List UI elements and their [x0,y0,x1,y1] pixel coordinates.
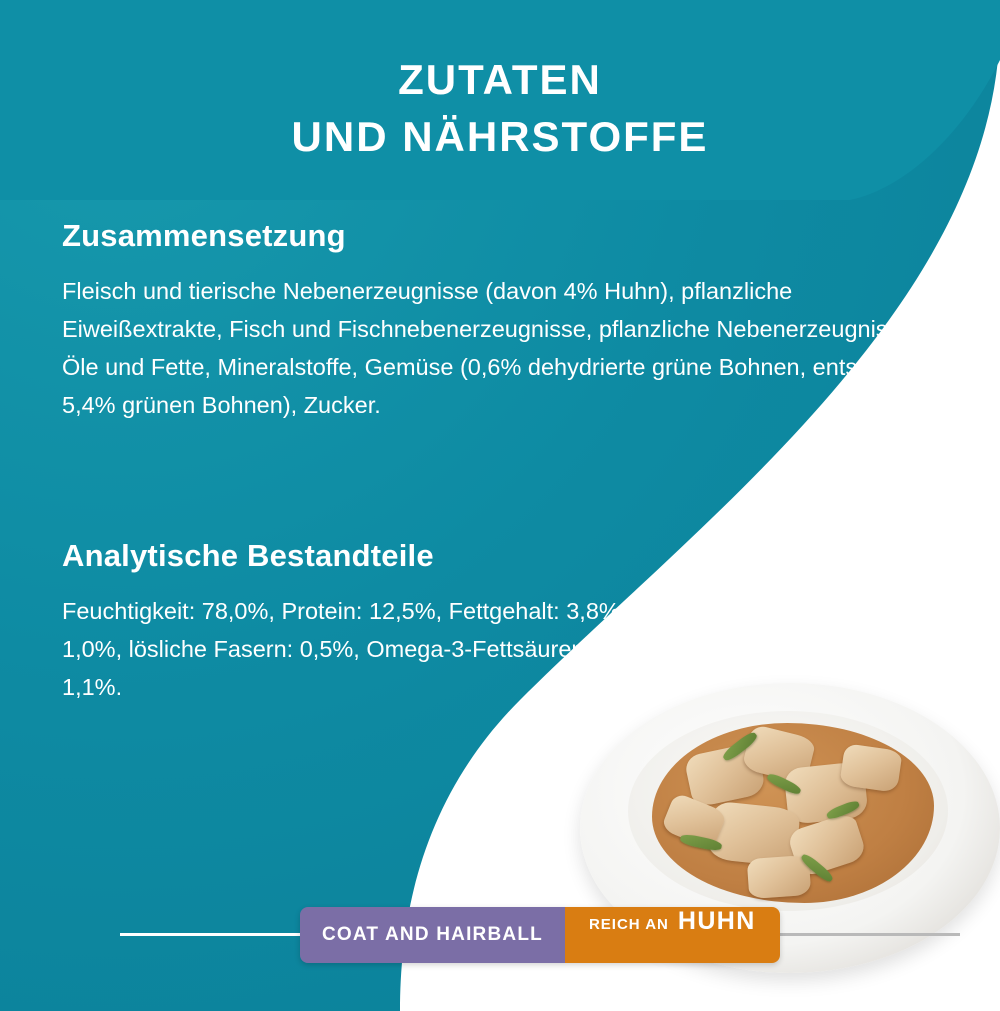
page-title-line-1: ZUTATEN [398,56,602,103]
divider-left [120,933,306,936]
badge-coat-and-hairball: COAT AND HAIRBALL [300,907,565,963]
section-composition-body: Fleisch und tierische Nebenerzeugnisse (davon 4% Huhn), pflanzliche Eiweißextrakte, Fisch und Fischnebenerzeugnisse, pflanzliche Nebenerzeugnisse, Öle und Fette, Mineralstoffe, Gemüse (0,6% dehydrierte grüne Bohnen, entspricht 5,4% grünen Bohnen), Zucker. [62,278,919,419]
badge-rich-in [565,907,780,963]
meat-chunk [747,855,812,899]
page-title [0,52,1000,165]
section-analytical-heading: Analytische Bestandteile [62,538,434,573]
section-composition [62,218,942,424]
badge-rich-in-value: HUHN [677,907,756,935]
page-title-line-2: UND NÄHRSTOFFE [291,112,709,160]
badge-rich-in-prefix: REICH AN [588,916,669,933]
meat-chunk [839,743,902,793]
product-badge-bar [300,907,780,963]
section-composition-heading: Zusammensetzung [62,218,346,253]
section-analytical-body: Feuchtigkeit: 78,0%, Protein: 12,5%, Fettgehalt: 3,8%, Rohasche: 2,3%, Rohfaser: 1,0%, lösliche Fasern: 0,5%, Omega-3-Fettsäuren: 0,1%, Omega-6-Fettsäuren: 1,1%. [62,598,921,701]
